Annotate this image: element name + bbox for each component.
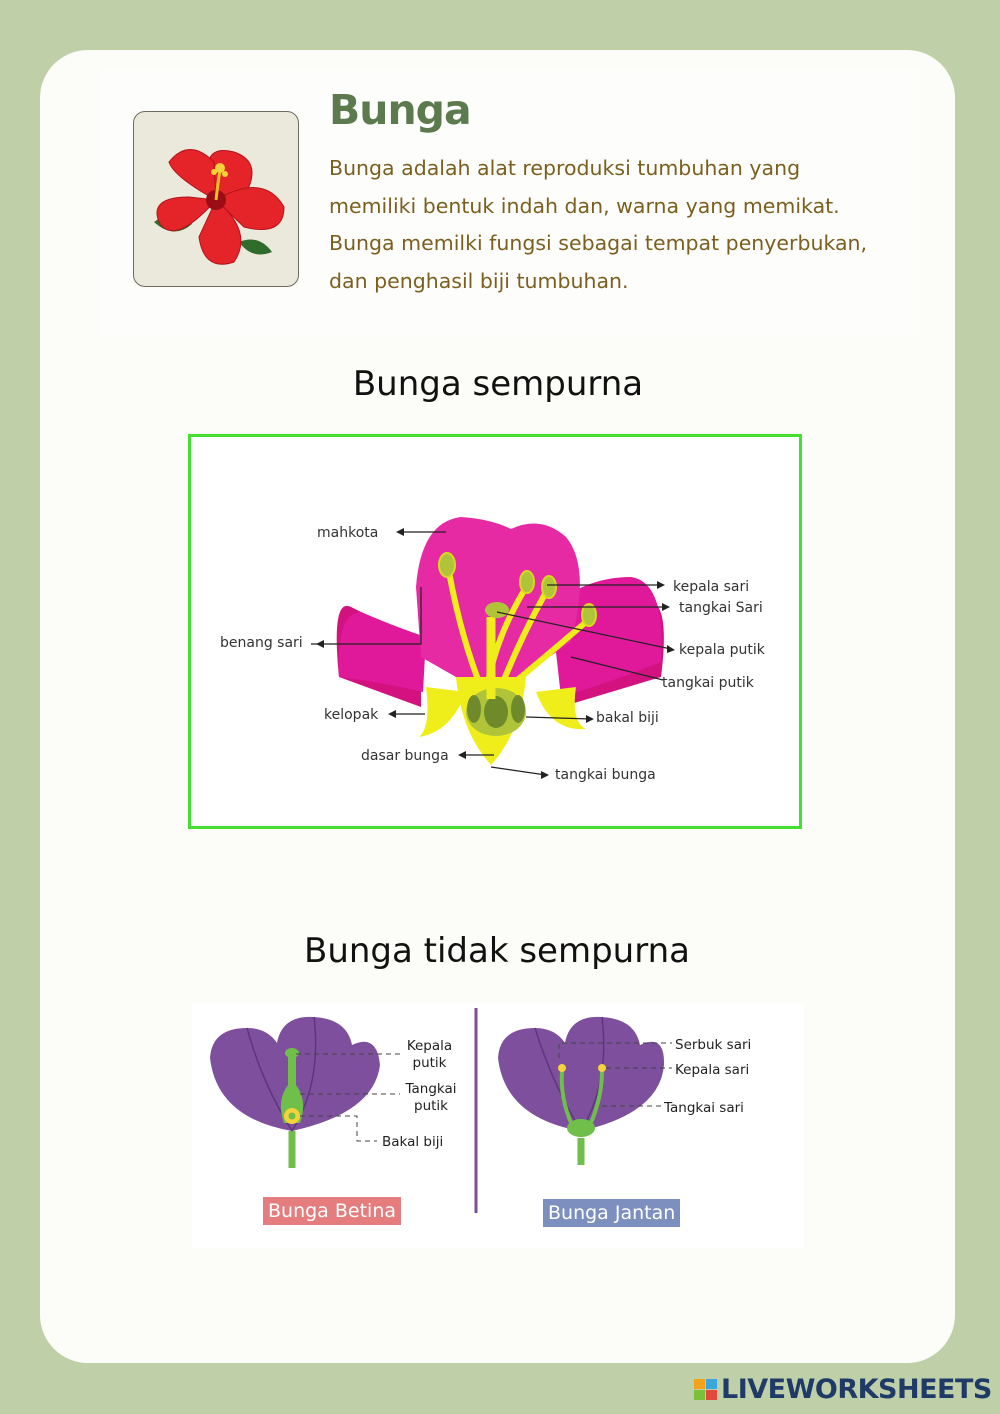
label-serbuk-sari: Serbuk sari bbox=[675, 1037, 752, 1053]
label-tangkai-sari: tangkai Sari bbox=[679, 600, 763, 616]
label-tangkai-bunga: tangkai bunga bbox=[555, 767, 656, 783]
intro-title: Bunga bbox=[329, 86, 471, 134]
label-tangkai-putik-betina: Tangkai putik bbox=[405, 1081, 457, 1114]
label-kelopak: kelopak bbox=[324, 707, 379, 723]
label-kepala-putik-betina: Kepala putik bbox=[406, 1038, 453, 1071]
complete-flower-diagram bbox=[188, 434, 802, 829]
caption-bunga-betina: Bunga Betina bbox=[263, 1197, 401, 1225]
hibiscus-image bbox=[133, 111, 299, 287]
label-benang-sari: benang sari bbox=[220, 635, 303, 651]
label-kepala-putik: kepala putik bbox=[679, 642, 765, 658]
caption-bunga-jantan: Bunga Jantan bbox=[543, 1199, 680, 1227]
label-tangkai-sari-jantan: Tangkai sari bbox=[664, 1100, 744, 1116]
label-kepala-sari: kepala sari bbox=[673, 579, 750, 595]
brand-text: LIVEWORKSHEETS bbox=[721, 1374, 992, 1405]
label-kepala-sari-jantan: Kepala sari bbox=[675, 1062, 750, 1078]
liveworksheets-icon bbox=[693, 1378, 719, 1402]
label-bakal-biji: bakal biji bbox=[596, 710, 659, 726]
section-title-bunga-sempurna: Bunga sempurna bbox=[352, 364, 644, 404]
label-tangkai-putik: tangkai putik bbox=[662, 675, 754, 691]
label-dasar-bunga: dasar bunga bbox=[361, 748, 449, 764]
label-bakal-biji-betina: Bakal biji bbox=[382, 1134, 444, 1150]
label-mahkota: mahkota bbox=[317, 525, 379, 541]
intro-text: Bunga adalah alat reproduksi tumbuhan yang memiliki bentuk indah dan, warna yang memikat. Bunga memilki fungsi sebagai tempat penyerbukan, dan penghasil biji tumbuhan. bbox=[329, 156, 868, 293]
section-title-bunga-tidak-sempurna: Bunga tidak sempurna bbox=[304, 931, 690, 971]
